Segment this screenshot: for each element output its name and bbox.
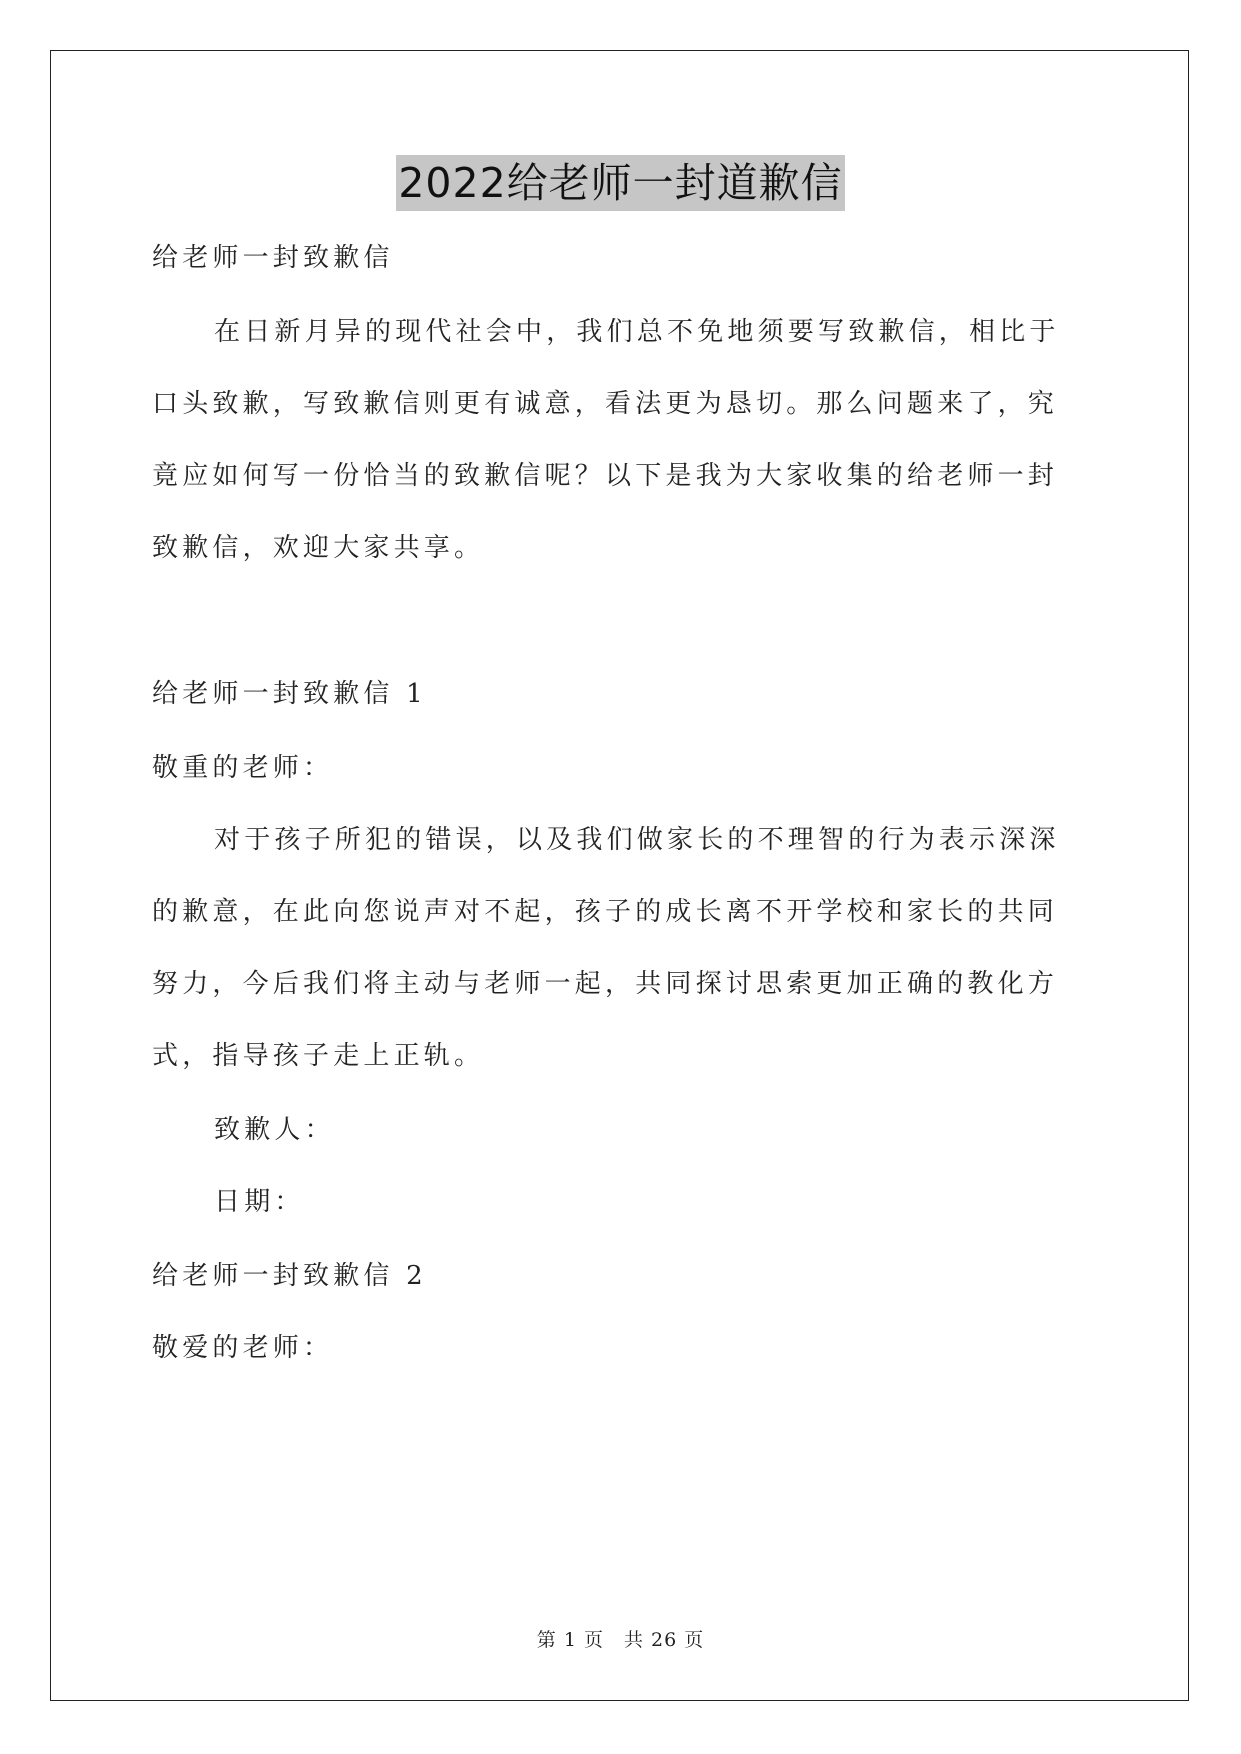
letter1-signer: 致歉人： <box>214 1115 335 1145</box>
letter1-body-line: 式，指导孩子走上正轨。 <box>152 1041 485 1071</box>
intro-line: 在日新月异的现代社会中，我们总不免地须要写致歉信，相比于 <box>214 317 1060 347</box>
letter2-heading: 给老师一封致歉信 2 <box>152 1261 427 1291</box>
document-title: 2022给老师一封道歉信 <box>396 155 844 211</box>
title-container <box>0 155 1241 211</box>
letter1-body-line: 的歉意，在此向您说声对不起，孩子的成长离不开学校和家长的共同 <box>152 897 1059 927</box>
page-footer: 第 1 页 共 26 页 <box>536 1629 705 1651</box>
page-border <box>50 50 1189 1701</box>
letter2-salutation: 敬爱的老师： <box>152 1333 334 1363</box>
letter1-heading: 给老师一封致歉信 1 <box>152 679 427 709</box>
letter1-date: 日期： <box>214 1187 305 1217</box>
letter1-body-line: 努力，今后我们将主动与老师一起，共同探讨思索更加正确的教化方 <box>152 969 1059 999</box>
intro-line: 致歉信，欢迎大家共享。 <box>152 533 485 563</box>
intro-line: 竟应如何写一份恰当的致歉信呢？以下是我为大家收集的给老师一封 <box>152 461 1059 491</box>
letter1-salutation: 敬重的老师： <box>152 753 334 783</box>
intro-line: 口头致歉，写致歉信则更有诚意，看法更为恳切。那么问题来了，究 <box>152 389 1059 419</box>
letter1-body-line: 对于孩子所犯的错误，以及我们做家长的不理智的行为表示深深 <box>214 825 1060 855</box>
subtitle: 给老师一封致歉信 <box>152 243 394 273</box>
